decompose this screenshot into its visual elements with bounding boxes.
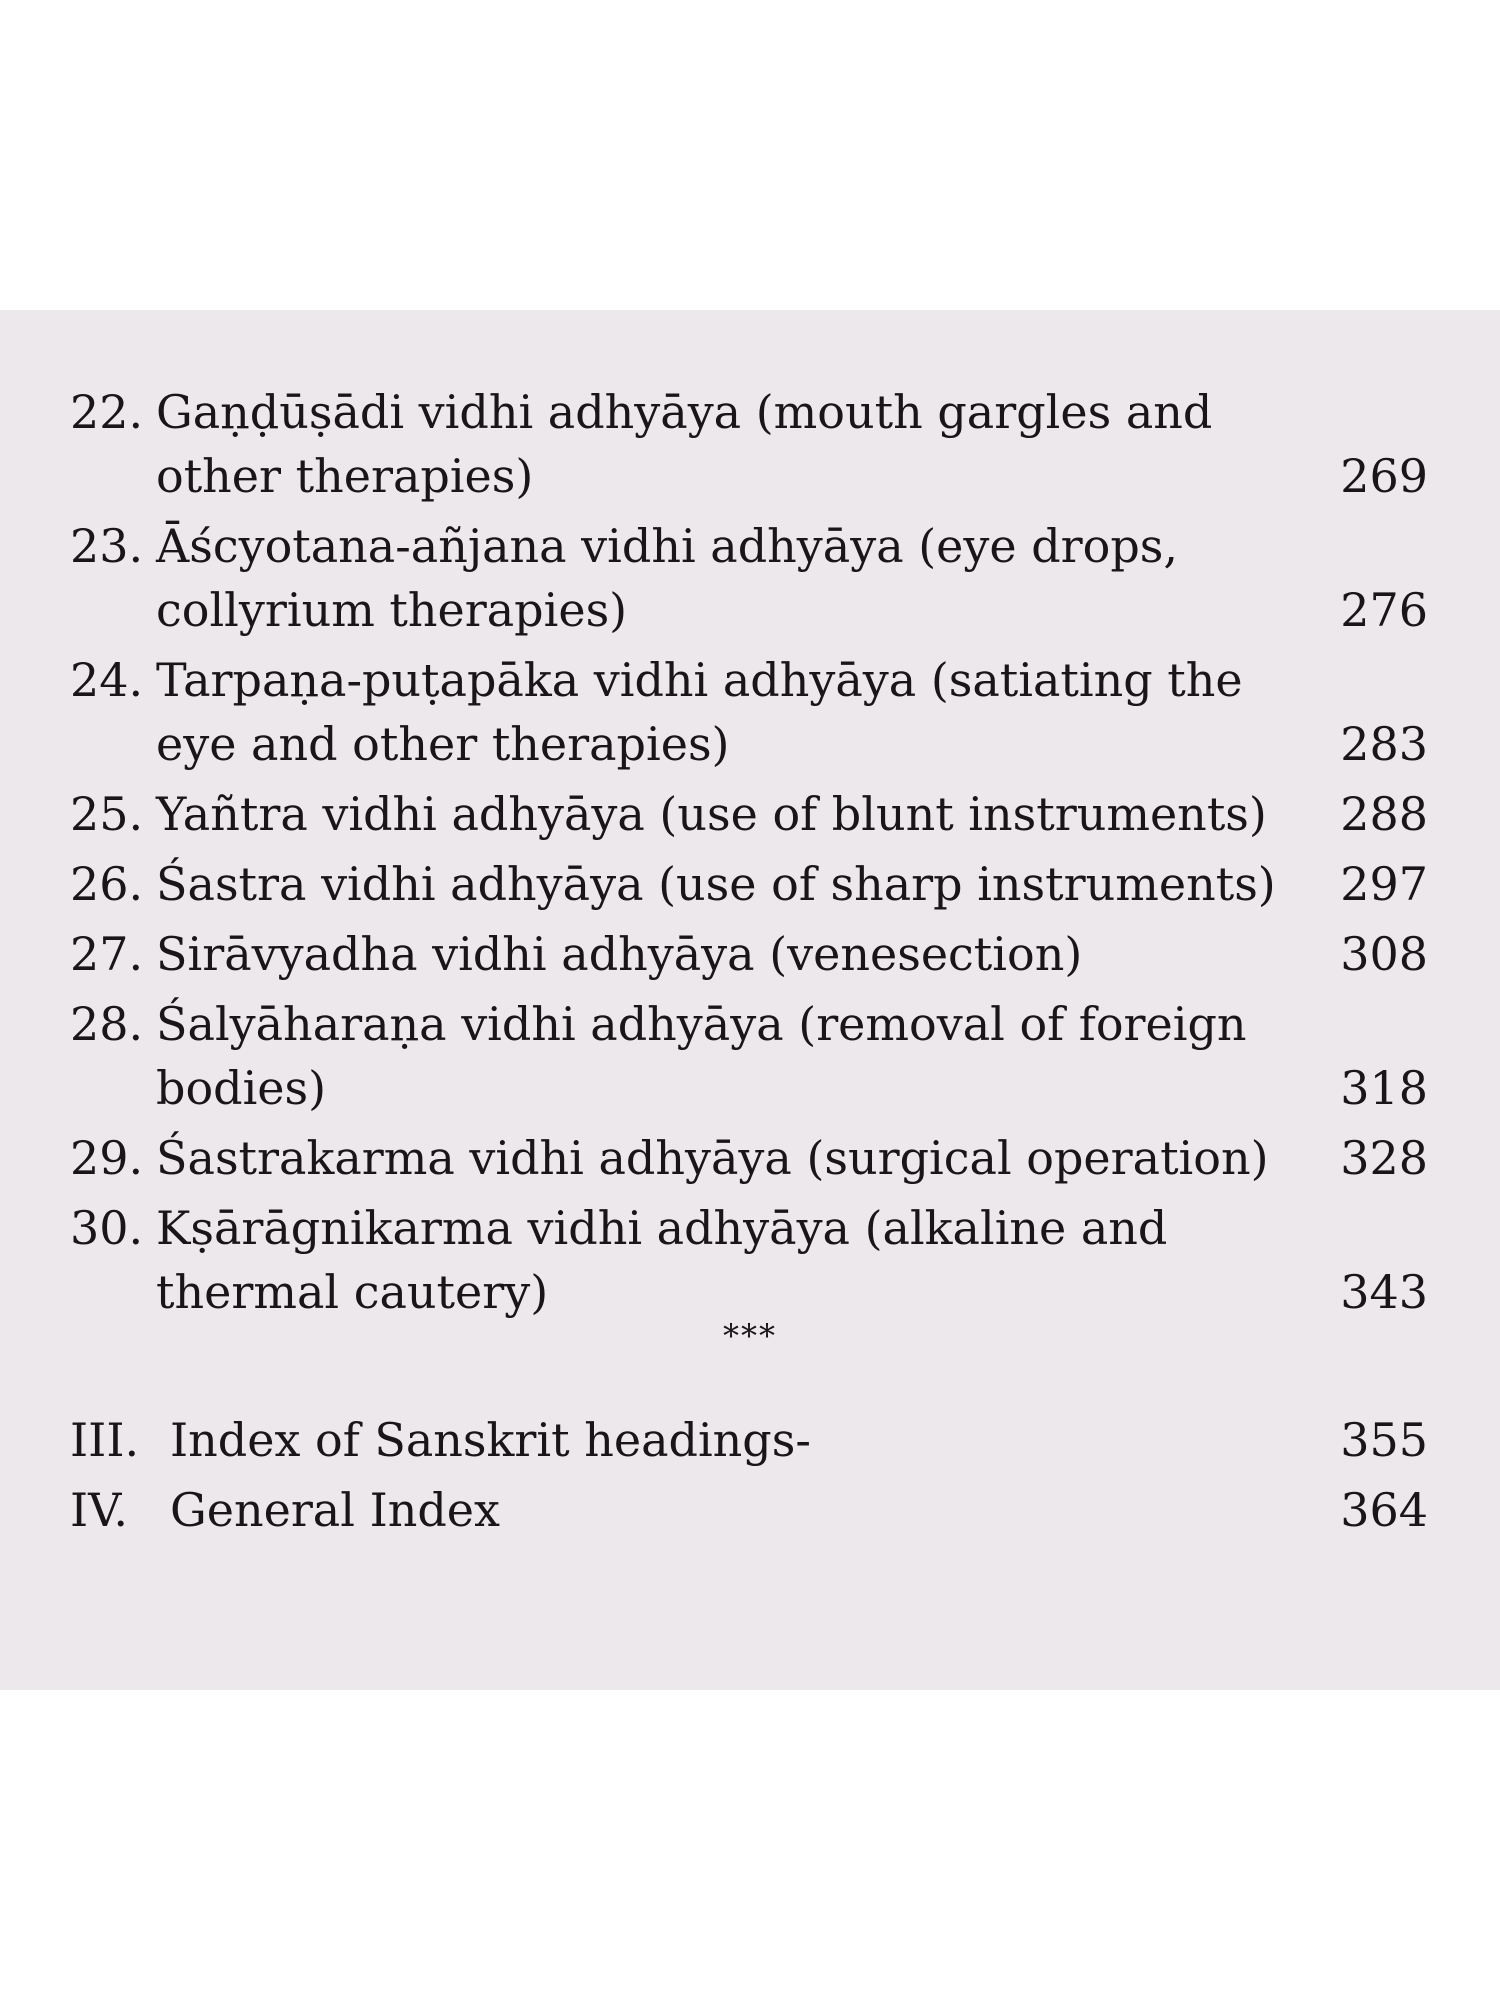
toc-entry-general-index	[70, 1478, 1428, 1542]
entry-number: 22.	[70, 385, 144, 439]
entry-page: 328	[1340, 1131, 1428, 1185]
entry-title: Śalyāharaṇa vidhi adhyāya (removal of foreign bodies)	[156, 997, 1247, 1115]
entry-page: 343	[1340, 1265, 1428, 1319]
toc-entry-22	[70, 380, 1428, 508]
entry-number: 29.	[70, 1131, 144, 1185]
toc-entry-25	[70, 782, 1428, 846]
toc-entry-27	[70, 922, 1428, 986]
toc-entry-index-sanskrit	[70, 1408, 1428, 1472]
entry-page: 355	[1340, 1413, 1428, 1467]
entry-title: Yañtra vidhi adhyāya (use of blunt instruments)	[156, 787, 1267, 841]
entry-title: Sirāvyadha vidhi adhyāya (venesection)	[156, 927, 1083, 981]
scanned-page	[0, 310, 1500, 1690]
entry-page: 364	[1340, 1483, 1428, 1537]
entry-number: 27.	[70, 927, 144, 981]
entry-title: Tarpaṇa-puṭapāka vidhi adhyāya (satiating the eye and other therapies)	[156, 653, 1243, 771]
entry-number: 25.	[70, 787, 144, 841]
entry-number: 23.	[70, 519, 144, 573]
entry-title: Index of Sanskrit headings-	[170, 1413, 811, 1467]
toc-entry-29	[70, 1126, 1428, 1190]
toc-entry-24	[70, 648, 1428, 776]
toc-entry-23	[70, 514, 1428, 642]
entry-title: Gaṇḍūṣādi vidhi adhyāya (mouth gargles and other therapies)	[156, 385, 1213, 503]
toc-entry-30	[70, 1196, 1428, 1324]
entry-page: 308	[1340, 927, 1428, 981]
entry-page: 276	[1340, 583, 1428, 637]
entry-title: Śastra vidhi adhyāya (use of sharp instruments)	[156, 857, 1276, 911]
entry-number: 24.	[70, 653, 144, 707]
entry-title: Śastrakarma vidhi adhyāya (surgical operation)	[156, 1131, 1269, 1185]
toc-entry-26	[70, 852, 1428, 916]
entry-title: Āścyotana-añjana vidhi adhyāya (eye drops, collyrium therapies)	[156, 519, 1179, 637]
entry-page: 297	[1340, 857, 1428, 911]
entry-page: 283	[1340, 717, 1428, 771]
entry-number: 30.	[70, 1201, 144, 1255]
entry-page: 288	[1340, 787, 1428, 841]
entry-title: Kṣārāgnikarma vidhi adhyāya (alkaline and thermal cautery)	[156, 1201, 1168, 1319]
entry-page: 269	[1340, 449, 1428, 503]
table-of-contents	[70, 380, 1428, 1548]
entry-number: 28.	[70, 997, 144, 1051]
end-mark: ***	[723, 1317, 777, 1355]
entry-number: 26.	[70, 857, 144, 911]
entry-page: 318	[1340, 1061, 1428, 1115]
entry-number: IV.	[70, 1483, 128, 1537]
entry-title: General Index	[170, 1483, 500, 1537]
entry-number: III.	[70, 1413, 140, 1467]
toc-entry-28	[70, 992, 1428, 1120]
